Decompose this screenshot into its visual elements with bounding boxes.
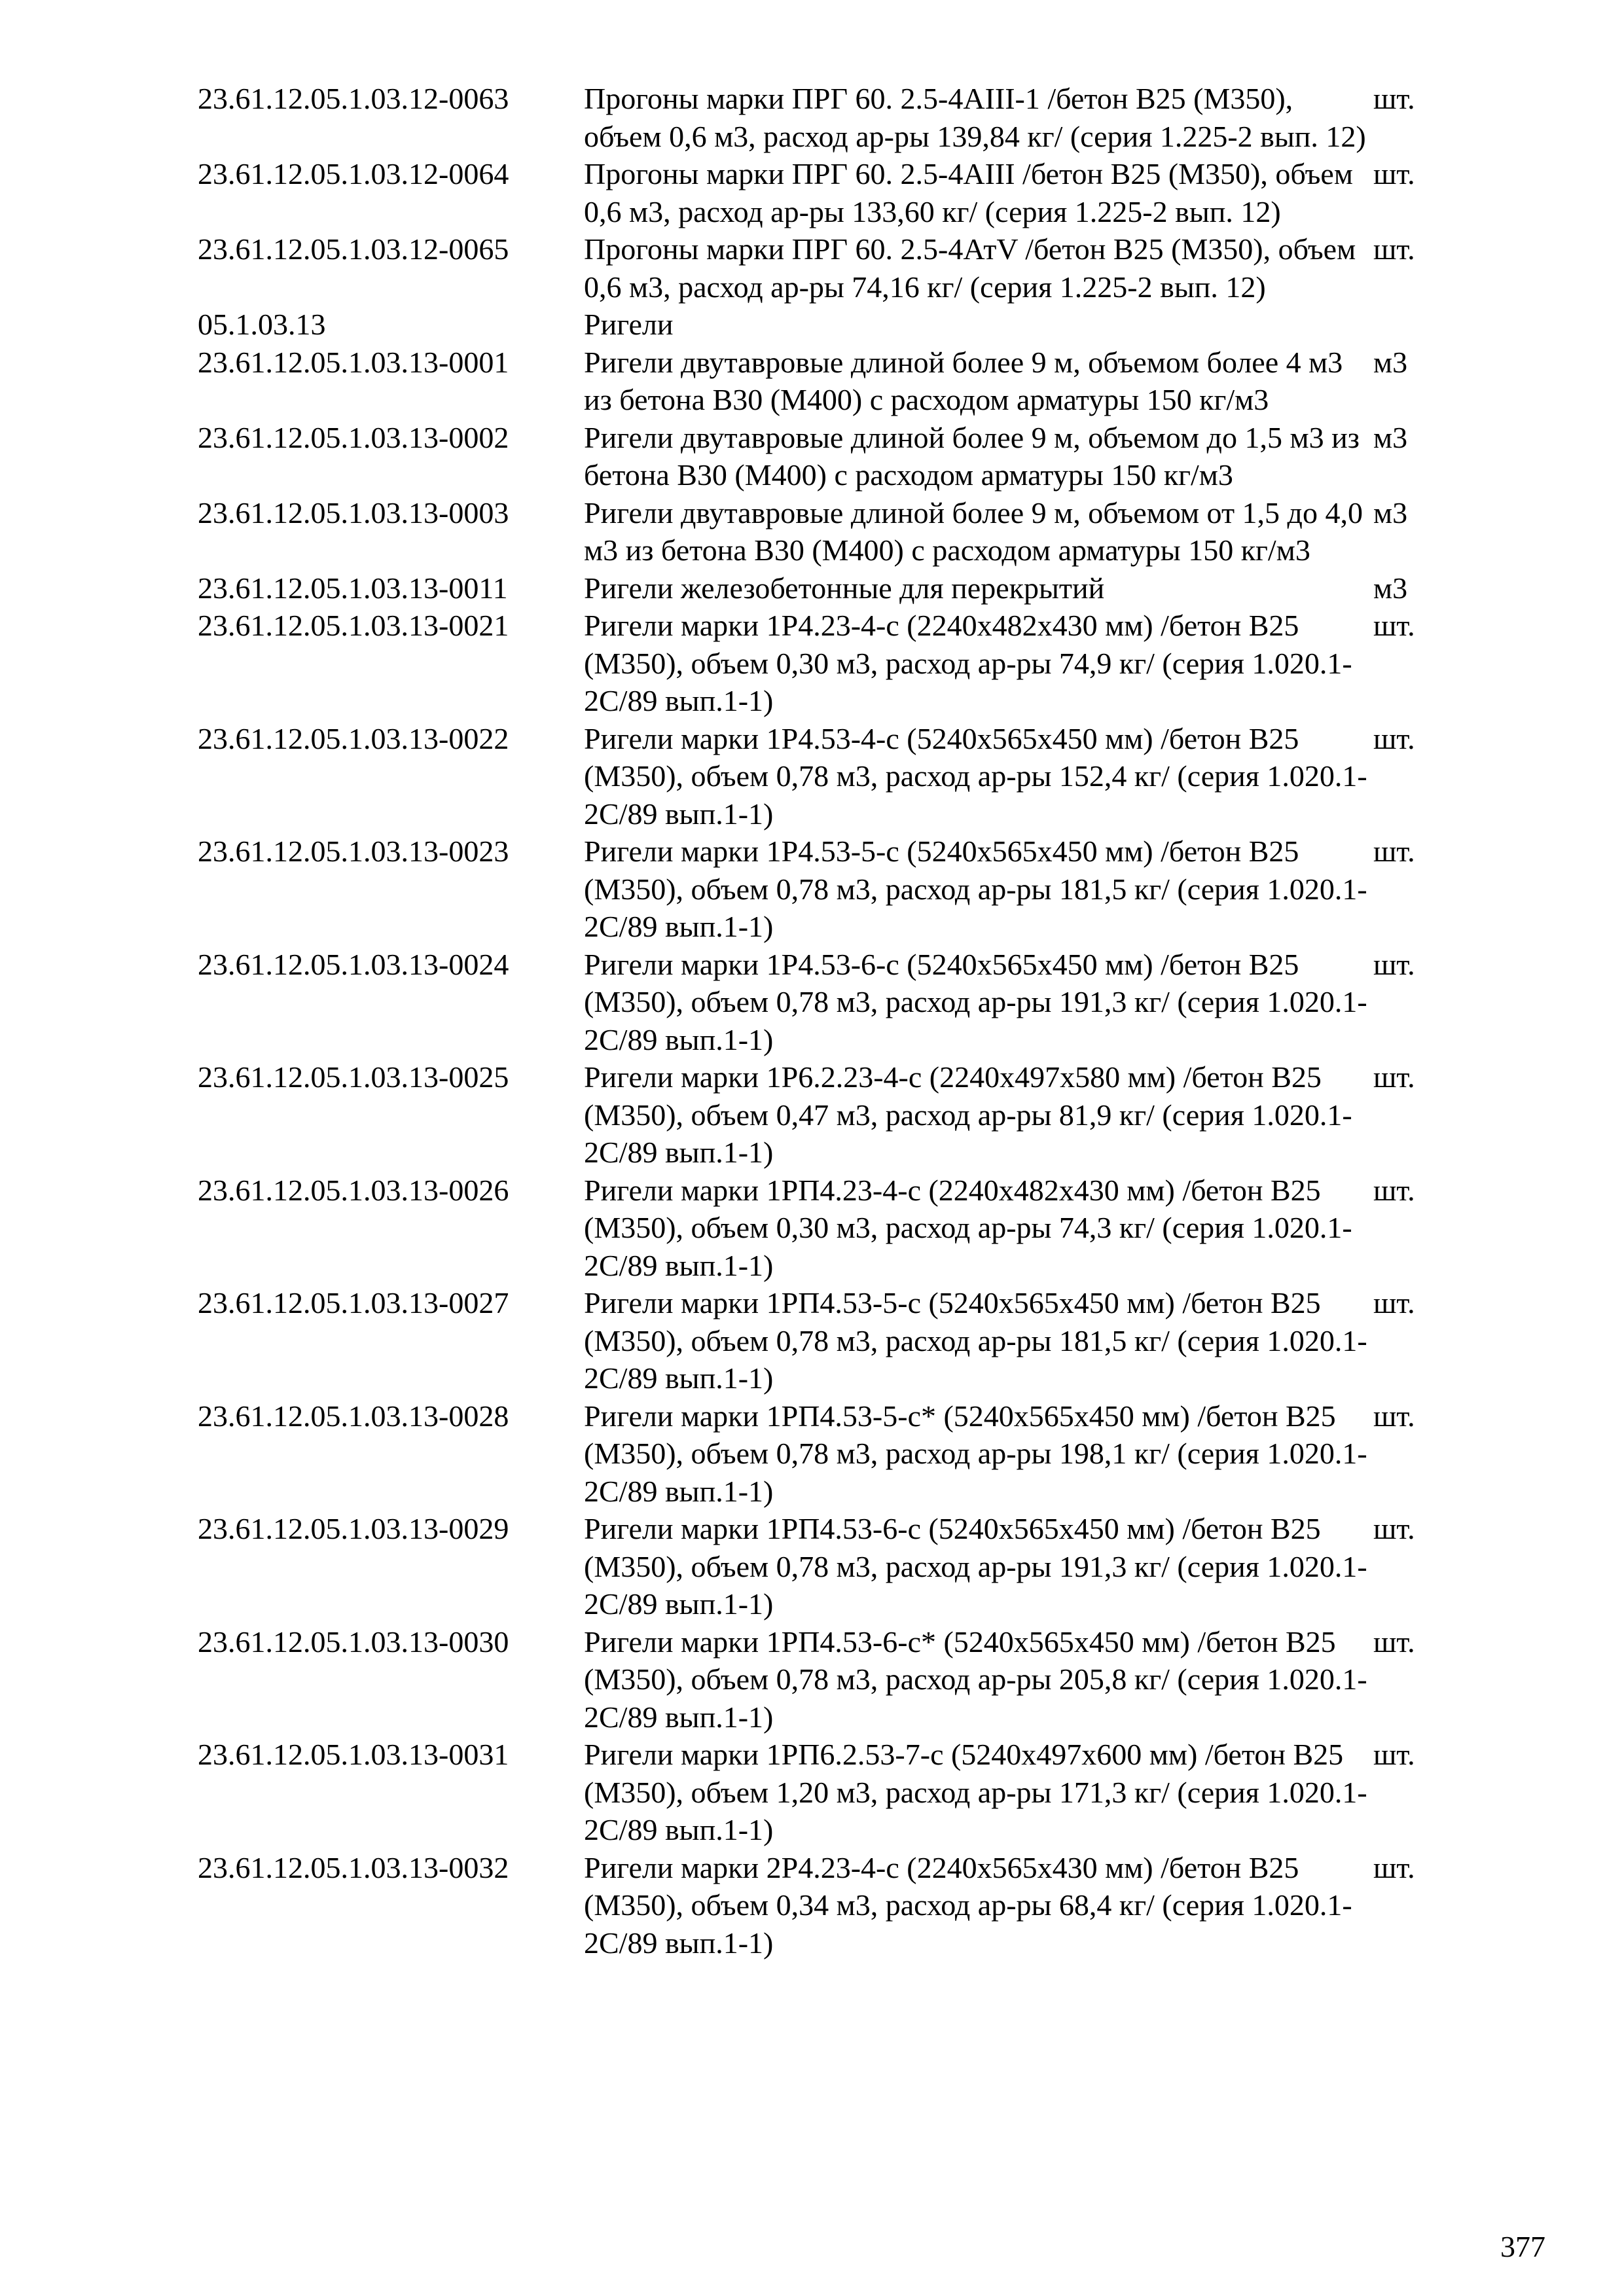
- item-code: 23.61.12.05.1.03.13-0028: [198, 1399, 509, 1433]
- item-unit: шт.: [1373, 1850, 1415, 1884]
- item-description: Ригели марки 1РП4.53-5-с (5240х565х450 мм) /бетон В25 (М350), объем 0,78 м3, расход ар-ры 181,5 кг/ (серия 1.020.1-2С/89 вып.1-1): [584, 1286, 1367, 1395]
- item-description: Ригели: [584, 308, 674, 341]
- item-description: Ригели железобетонные для перекрытий: [584, 571, 1105, 605]
- item-code: 23.61.12.05.1.03.13-0003: [198, 495, 509, 529]
- item-description: Ригели марки 1Р4.53-5-с (5240х565х450 мм) /бетон В25 (М350), объем 0,78 м3, расход ар-ры 181,5 кг/ (серия 1.020.1-2С/89 вып.1-1): [584, 834, 1367, 943]
- table-row: [198, 230, 1441, 306]
- item-unit: шт.: [1373, 609, 1415, 642]
- item-description: Ригели марки 1РП4.53-5-с* (5240х565х450 мм) /бетон В25 (М350), объем 0,78 м3, расход ар-ры 198,1 кг/ (серия 1.020.1-2С/89 вып.1-1): [584, 1399, 1367, 1508]
- item-code: 05.1.03.13: [198, 308, 326, 341]
- item-code: 23.61.12.05.1.03.13-0031: [198, 1738, 509, 1771]
- item-unit: шт.: [1373, 1286, 1415, 1319]
- item-code: 23.61.12.05.1.03.12-0065: [198, 232, 509, 266]
- item-unit: шт.: [1373, 1060, 1415, 1094]
- price-list-table: [198, 80, 1441, 1962]
- item-code: 23.61.12.05.1.03.13-0029: [198, 1512, 509, 1545]
- table-row: [198, 720, 1441, 833]
- item-code: 23.61.12.05.1.03.12-0063: [198, 82, 509, 115]
- item-description: Ригели марки 1РП6.2.53-7-с (5240х497х600 мм) /бетон В25 (М350), объем 1,20 м3, расход ар-ры 171,3 кг/ (серия 1.020.1-2С/89 вып.1-1): [584, 1738, 1367, 1846]
- item-description: Прогоны марки ПРГ 60. 2.5-4АIII-1 /бетон В25 (М350), объем 0,6 м3, расход ар-ры 139,84 кг/ (серия 1.225-2 вып. 12): [584, 82, 1366, 153]
- item-unit: шт.: [1373, 1512, 1415, 1545]
- item-description: Ригели марки 1РП4.53-6-с* (5240х565х450 мм) /бетон В25 (М350), объем 0,78 м3, расход ар-ры 205,8 кг/ (серия 1.020.1-2С/89 вып.1-1): [584, 1624, 1367, 1734]
- table-row: [198, 1623, 1441, 1736]
- item-code: 23.61.12.05.1.03.13-0021: [198, 609, 509, 642]
- item-unit: м3: [1373, 571, 1408, 605]
- table-row: [198, 1736, 1441, 1849]
- table-row: [198, 344, 1441, 419]
- item-code: 23.61.12.05.1.03.13-0027: [198, 1286, 509, 1319]
- table-row: [198, 80, 1441, 155]
- item-unit: шт.: [1373, 1624, 1415, 1659]
- table-row: [198, 946, 1441, 1059]
- item-description: Ригели двутавровые длиной более 9 м, объемом до 1,5 м3 из бетона В30 (М400) с расходом арматуры 150 кг/м3: [584, 420, 1360, 492]
- item-unit: шт.: [1373, 1173, 1415, 1207]
- item-description: Ригели двутавровые длиной более 9 м, объемом более 4 м3 из бетона В30 (М400) с расходом арматуры 150 кг/м3: [584, 345, 1343, 416]
- item-unit: шт.: [1373, 834, 1415, 868]
- table-row: [198, 1284, 1441, 1397]
- item-description: Прогоны марки ПРГ 60. 2.5-4АIII /бетон В25 (М350), объем 0,6 м3, расход ар-ры 133,60 кг/ (серия 1.225-2 вып. 12): [584, 157, 1353, 228]
- item-code: 23.61.12.05.1.03.13-0011: [198, 571, 508, 605]
- item-code: 23.61.12.05.1.03.13-0002: [198, 420, 509, 454]
- table-row: [198, 569, 1441, 607]
- table-row: [198, 833, 1441, 946]
- item-unit: м3: [1373, 495, 1408, 529]
- table-row: [198, 1172, 1441, 1285]
- table-row: [198, 1397, 1441, 1511]
- item-unit: шт.: [1373, 232, 1415, 266]
- item-unit: шт.: [1373, 157, 1415, 190]
- item-code: 23.61.12.05.1.03.13-0032: [198, 1850, 509, 1884]
- item-code: 23.61.12.05.1.03.13-0024: [198, 947, 509, 981]
- table-row: [198, 155, 1441, 230]
- item-unit: шт.: [1373, 721, 1415, 755]
- item-description: Прогоны марки ПРГ 60. 2.5-4АтV /бетон В25 (М350), объем 0,6 м3, расход ар-ры 74,16 кг/ (серия 1.225-2 вып. 12): [584, 232, 1356, 304]
- item-unit: шт.: [1373, 1738, 1415, 1771]
- item-description: Ригели марки 1РП4.53-6-с (5240х565х450 мм) /бетон В25 (М350), объем 0,78 м3, расход ар-ры 191,3 кг/ (серия 1.020.1-2С/89 вып.1-1): [584, 1512, 1367, 1621]
- item-code: 23.61.12.05.1.03.13-0025: [198, 1060, 509, 1094]
- table-row: [198, 1058, 1441, 1172]
- item-unit: шт.: [1373, 1399, 1415, 1433]
- item-code: 23.61.12.05.1.03.13-0001: [198, 345, 509, 379]
- item-description: Ригели двутавровые длиной более 9 м, объемом от 1,5 до 4,0 м3 из бетона В30 (М400) с расходом арматуры 150 кг/м3: [584, 495, 1363, 567]
- table-row: [198, 607, 1441, 720]
- item-description: Ригели марки 1Р4.53-6-с (5240х565х450 мм) /бетон В25 (М350), объем 0,78 м3, расход ар-ры 191,3 кг/ (серия 1.020.1-2С/89 вып.1-1): [584, 947, 1367, 1056]
- table-row: [198, 1510, 1441, 1623]
- item-unit: шт.: [1373, 947, 1415, 981]
- item-description: Ригели марки 1Р4.23-4-с (2240х482х430 мм) /бетон В25 (М350), объем 0,30 м3, расход ар-ры 74,9 кг/ (серия 1.020.1-2С/89 вып.1-1): [584, 609, 1352, 717]
- item-code: 23.61.12.05.1.03.13-0026: [198, 1173, 509, 1207]
- table-row: [198, 1849, 1441, 1962]
- table-row: [198, 494, 1441, 569]
- item-description: Ригели марки 2Р4.23-4-с (2240х565х430 мм) /бетон В25 (М350), объем 0,34 м3, расход ар-ры 68,4 кг/ (серия 1.020.1-2С/89 вып.1-1): [584, 1850, 1352, 1960]
- table-row: [198, 419, 1441, 494]
- item-unit: м3: [1373, 345, 1408, 379]
- item-unit: м3: [1373, 420, 1408, 454]
- item-description: Ригели марки 1Р4.53-4-с (5240х565х450 мм) /бетон В25 (М350), объем 0,78 м3, расход ар-ры 152,4 кг/ (серия 1.020.1-2С/89 вып.1-1): [584, 721, 1367, 831]
- table-row: [198, 306, 1441, 344]
- item-code: 23.61.12.05.1.03.13-0023: [198, 834, 509, 868]
- item-unit: шт.: [1373, 82, 1415, 115]
- item-description: Ригели марки 1Р6.2.23-4-с (2240х497х580 мм) /бетон В25 (М350), объем 0,47 м3, расход ар-ры 81,9 кг/ (серия 1.020.1-2С/89 вып.1-1): [584, 1060, 1352, 1169]
- item-code: 23.61.12.05.1.03.13-0030: [198, 1624, 509, 1659]
- page-number: 377: [1500, 2230, 1545, 2263]
- item-code: 23.61.12.05.1.03.13-0022: [198, 721, 509, 755]
- item-description: Ригели марки 1РП4.23-4-с (2240х482х430 мм) /бетон В25 (М350), объем 0,30 м3, расход ар-ры 74,3 кг/ (серия 1.020.1-2С/89 вып.1-1): [584, 1173, 1352, 1282]
- item-code: 23.61.12.05.1.03.12-0064: [198, 157, 509, 190]
